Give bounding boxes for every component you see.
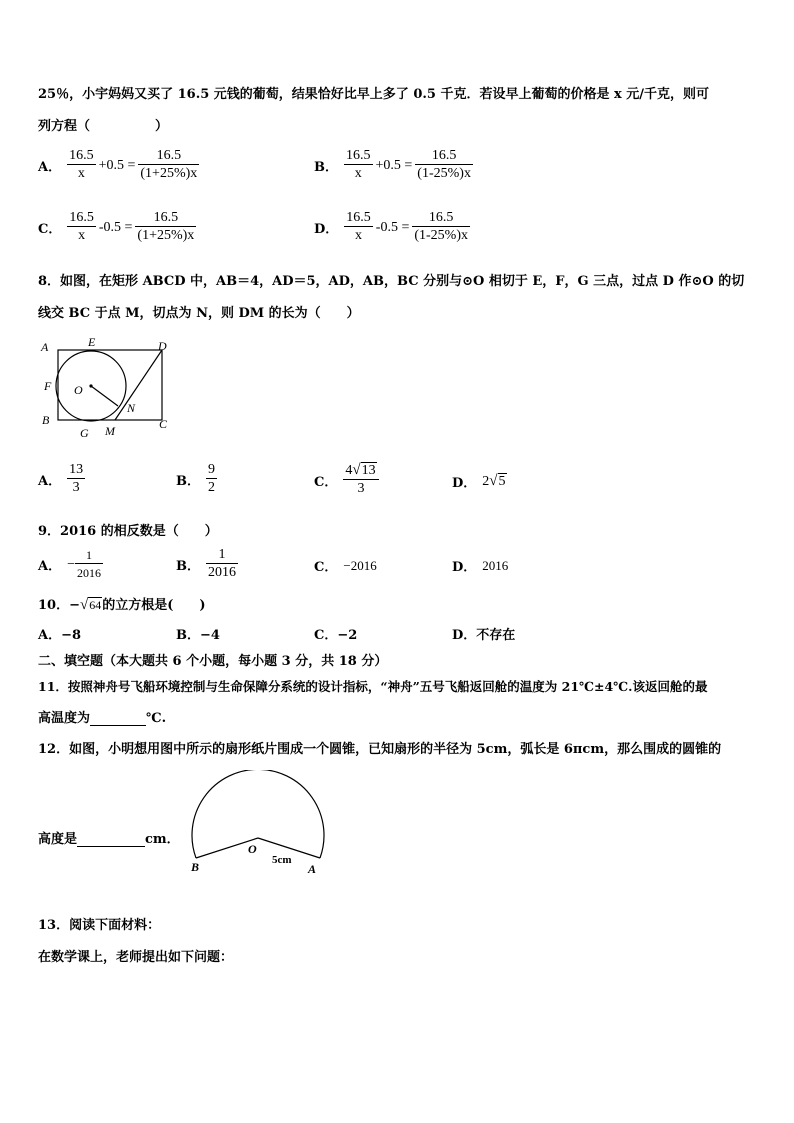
fraction: $\frac{1}{2016}$ <box>208 547 236 580</box>
q9-option-c[interactable]: C． −2016 <box>314 557 377 575</box>
fraction: $\frac{4√13}{3}$ <box>343 462 378 498</box>
label-a: A <box>41 340 49 354</box>
q10-option-d[interactable]: D．不存在 <box>452 628 516 643</box>
q8-option-b[interactable]: B． $\frac{9}{2}$ <box>176 462 215 495</box>
radius-on <box>91 386 118 406</box>
q7-option-d[interactable]: D． $\frac{16.5}{x}$ -0.5 = $\frac{16.5}{(1-25\%)x}$ <box>314 210 468 243</box>
q12-answer-blank[interactable] <box>77 846 145 847</box>
q13-stem-line1: 13．阅读下面材料： <box>38 918 161 933</box>
q10-option-c[interactable]: C．−2 <box>314 628 358 643</box>
q8-figure <box>36 332 176 442</box>
center-point <box>89 384 92 387</box>
q12-stem-line1: 12．如图，小明想用图中所示的扇形纸片围成一个圆锥，已知扇形的半径为 5cm，弧长是 6πcm，那么围成的圆锥的 <box>38 742 722 757</box>
q9-option-a[interactable]: A． − $\frac{1}{2016}$ <box>38 548 101 580</box>
label-e: E <box>88 335 96 349</box>
q7-stem-line2: 列方程（ ） <box>38 119 169 134</box>
fraction: $\frac{16.5}{(1+25\%)x}$ <box>140 148 198 181</box>
sector-arc <box>192 770 324 858</box>
label-b: B <box>191 860 200 874</box>
q13-stem-line2: 在数学课上，老师提出如下问题： <box>38 950 234 965</box>
q8-option-a[interactable]: A． $\frac{13}{3}$ <box>38 462 84 495</box>
fraction: $\frac{9}{2}$ <box>208 462 215 495</box>
radical-expression: 2√5 <box>482 473 506 489</box>
q8-option-c[interactable]: C． $\frac{4√13}{3}$ <box>314 462 379 498</box>
q12-sector-figure <box>186 770 336 880</box>
q8-stem-line2: 线交 BC 于点 M，切点为 N，则 DM 的长为（ ） <box>38 306 360 321</box>
q11-stem-line1: 11．按照神舟号飞船环境控制与生命保障分系统的设计指标，“神舟”五号飞船返回舱的温度为 21℃±4℃.该返回舱的最 <box>38 679 708 694</box>
q7-stem-line1: 25％，小宇妈妈又买了 16.5 元钱的葡萄，结果恰好比早上多了 0.5 千克．若设早上葡萄的价格是 x 元/千克，则可 <box>38 87 710 102</box>
label-g: G <box>80 426 89 440</box>
q8-stem-line1: 8．如图，在矩形 ABCD 中，AB＝4，AD＝5，AD，AB，BC 分别与⊙O 相切于 E，F，G 三点，过点 D 作⊙O 的切 <box>38 274 745 289</box>
label-d: D <box>158 339 167 353</box>
q11-answer-blank[interactable] <box>90 725 146 726</box>
label-f: F <box>44 379 52 393</box>
label-b: B <box>42 413 50 427</box>
fraction: $\frac{16.5}{x}$ <box>69 210 94 243</box>
q10-stem: 10．−√64的立方根是( ) <box>38 597 206 613</box>
q12-stem-line2: 高度是 cm． <box>38 832 180 847</box>
fraction: $\frac{16.5}{(1+25\%)x}$ <box>137 210 195 243</box>
label-o: O <box>74 383 83 397</box>
label-o: O <box>248 842 257 856</box>
label-radius: 5cm <box>272 854 292 866</box>
fraction: $\frac{13}{3}$ <box>69 462 84 495</box>
q11-stem-line2: 高温度为 ℃. <box>38 711 167 726</box>
q7-option-a[interactable]: A． $\frac{16.5}{x}$ +0.5 = $\frac{16.5}{(1+25\%)x}$ <box>38 148 198 181</box>
q9-option-b[interactable]: B． $\frac{1}{2016}$ <box>176 547 236 580</box>
q10-option-a[interactable]: A．−8 <box>38 628 82 643</box>
q7-option-b[interactable]: B． $\frac{16.5}{x}$ +0.5 = $\frac{16.5}{(1-25\%)x}$ <box>314 148 471 181</box>
tangent-line-dm <box>115 350 162 420</box>
q8-option-d[interactable]: D． 2√5 <box>452 473 506 491</box>
fraction: $\frac{1}{2016}$ <box>77 548 101 580</box>
label-c: C <box>159 417 168 431</box>
fraction: $\frac{16.5}{x}$ <box>69 148 94 181</box>
fraction: $\frac{16.5}{x}$ <box>346 210 371 243</box>
q9-stem: 9．2016 的相反数是（ ） <box>38 524 218 539</box>
fraction: $\frac{16.5}{x}$ <box>346 148 371 181</box>
label-n: N <box>127 401 136 415</box>
fraction: $\frac{16.5}{(1-25\%)x}$ <box>414 210 468 243</box>
label-a: A <box>308 862 317 876</box>
q9-option-d[interactable]: D． 2016 <box>452 557 509 575</box>
fraction: $\frac{16.5}{(1-25\%)x}$ <box>417 148 471 181</box>
section-heading-fill-in: 二、填空题（本大题共 6 个小题，每小题 3 分，共 18 分） <box>38 654 388 669</box>
q10-option-b[interactable]: B．−4 <box>176 628 220 643</box>
label-m: M <box>105 424 115 438</box>
q7-option-c[interactable]: C． $\frac{16.5}{x}$ -0.5 = $\frac{16.5}{(1+25\%)x}$ <box>38 210 195 243</box>
